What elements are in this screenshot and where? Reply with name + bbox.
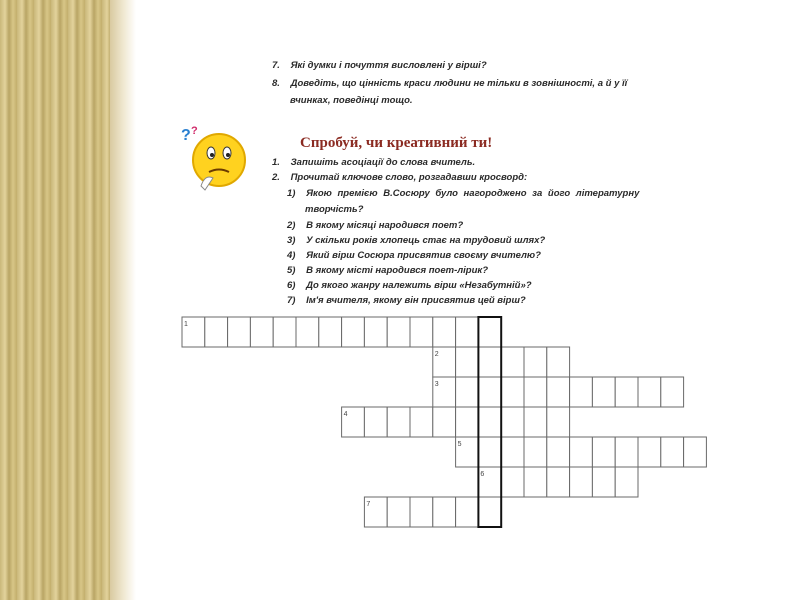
svg-text:?: ? [191, 125, 198, 137]
crossword-cell [524, 467, 547, 497]
clue-text: творчість? [305, 204, 364, 215]
task-text: Прочитай ключове слово, розгадавши кросворд: [290, 172, 528, 183]
crossword-row-number: 1 [184, 321, 188, 328]
crossword-cell [478, 407, 501, 437]
clue-text: В якому місяці народився поет? [306, 220, 464, 231]
crossword-cell [501, 467, 524, 497]
crossword-cell [433, 407, 456, 437]
clue-text: В якому місті народився поет-лірик? [306, 265, 489, 276]
task-number: 1. [272, 157, 280, 168]
crossword-cell [387, 317, 410, 347]
crossword-cell [273, 317, 296, 347]
crossword-cell [478, 437, 501, 467]
crossword-cell [524, 437, 547, 467]
crossword-cell [524, 347, 547, 377]
question-number: 7. [272, 60, 280, 71]
crossword-cell [592, 437, 615, 467]
crossword-cell [615, 377, 638, 407]
crossword-cell [433, 317, 456, 347]
task-number: 2. [272, 172, 280, 183]
crossword-cell [387, 497, 410, 527]
crossword-cell [433, 497, 456, 527]
clue-number: 7) [287, 295, 296, 306]
crossword-cell [501, 377, 524, 407]
crossword-cell [456, 497, 479, 527]
crossword-cell [615, 467, 638, 497]
clue-text: Якою премією В.Сосюру було нагороджено за його літературну [306, 188, 640, 199]
crossword-cell [592, 377, 615, 407]
crossword-cell [456, 377, 479, 407]
crossword-cell [478, 497, 501, 527]
crossword-cell [319, 317, 342, 347]
clue-number: 4) [287, 250, 296, 261]
crossword-cell [410, 317, 433, 347]
crossword-cell [478, 377, 501, 407]
crossword-cell [501, 437, 524, 467]
question-text: Доведіть, що цінність краси людини не тільки в зовнішності, а й у її [290, 78, 628, 89]
crossword-cell [638, 377, 661, 407]
section-heading: Спробуй, чи креативний ти! [300, 135, 493, 151]
crossword-cell [478, 317, 501, 347]
svg-text:?: ? [181, 127, 191, 144]
crossword-cell [250, 317, 273, 347]
crossword-cell [638, 437, 661, 467]
crossword-cell [387, 407, 410, 437]
clue-number: 1) [287, 188, 296, 199]
crossword-row-number: 3 [434, 381, 439, 388]
clue-text: Який вірш Сосюра присвятив своєму вчителю? [306, 250, 541, 261]
clue-text: До якого жанру належить вірш «Незабутній»? [306, 280, 532, 291]
clue-number: 5) [287, 265, 296, 276]
crossword-cell [661, 377, 684, 407]
crossword-cell [547, 377, 570, 407]
clue-text: Ім'я вчителя, якому він присвятив цей вірш? [306, 295, 526, 306]
crossword-cell [570, 437, 593, 467]
crossword-cell [478, 347, 501, 377]
crossword-cell [456, 347, 479, 377]
crossword-cell [570, 377, 593, 407]
crossword-cell [228, 317, 251, 347]
crossword-cell [615, 437, 638, 467]
crossword-cell [410, 497, 433, 527]
question-number: 8. [272, 78, 280, 89]
crossword-cell [410, 407, 433, 437]
crossword-cell [547, 347, 570, 377]
crossword-cell [661, 437, 684, 467]
crossword-cell [296, 317, 319, 347]
clue-number: 2) [287, 220, 296, 231]
crossword-cell [364, 407, 387, 437]
crossword-cell [456, 317, 479, 347]
crossword-cell [547, 467, 570, 497]
crossword-cell [501, 407, 524, 437]
crossword-cell [547, 437, 570, 467]
crossword-row-number: 2 [434, 351, 439, 358]
question-text: Які думки і почуття висловлені у вірші? [290, 60, 487, 71]
crossword-cell [547, 407, 570, 437]
crossword-cell [456, 407, 479, 437]
crossword-cell [364, 317, 387, 347]
clue-number: 3) [287, 235, 296, 246]
task-text: Запишіть асоціації до слова вчитель. [290, 157, 476, 168]
crossword-cell [205, 317, 228, 347]
crossword-row-number: 6 [480, 471, 485, 478]
crossword-row-number: 7 [366, 501, 371, 508]
crossword-row-number: 4 [343, 411, 348, 418]
crossword-cell [592, 467, 615, 497]
crossword-cell [684, 437, 707, 467]
crossword-cell [342, 317, 365, 347]
crossword-row-number: 5 [457, 441, 462, 448]
crossword-cell [570, 467, 593, 497]
clue-number: 6) [287, 280, 296, 291]
crossword-cell [524, 407, 547, 437]
question-text: вчинках, поведінці тощо. [290, 95, 413, 106]
crossword-cell [524, 377, 547, 407]
crossword-cell [501, 347, 524, 377]
clue-text: У скільки років хлопець стає на трудовий шлях? [306, 235, 546, 246]
